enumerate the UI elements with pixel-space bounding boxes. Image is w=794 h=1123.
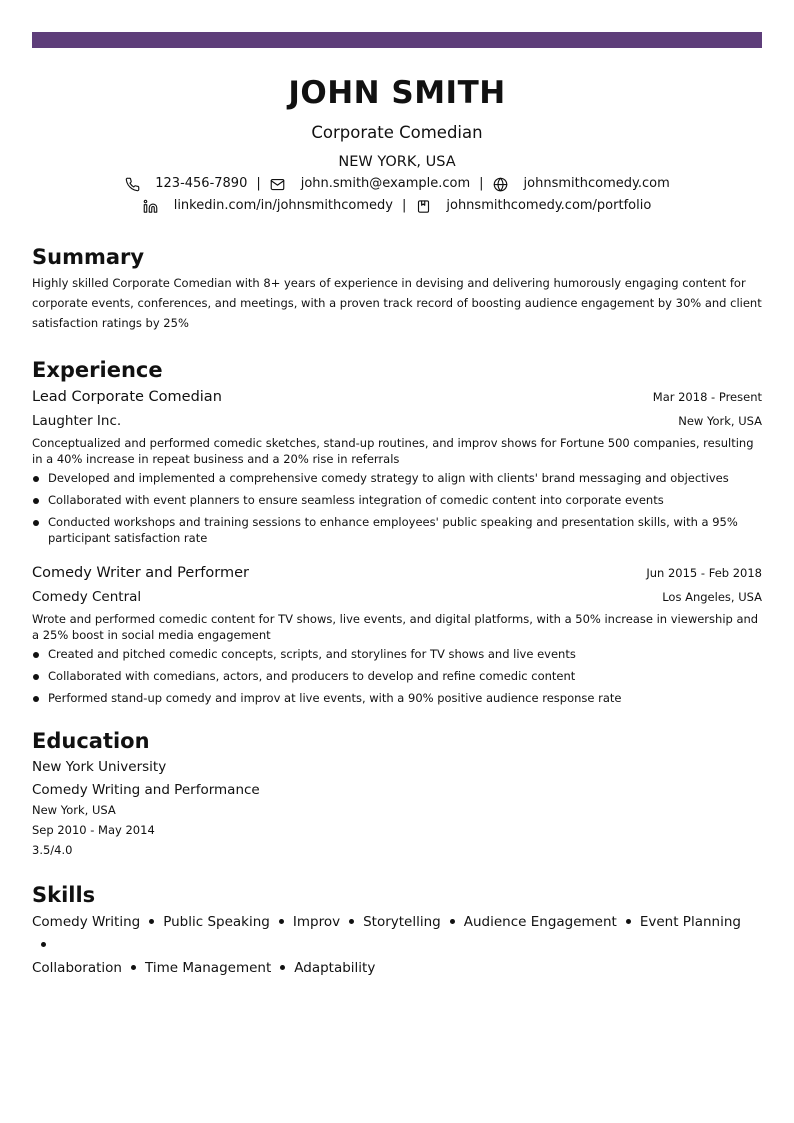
job-entry [32,387,762,546]
skill-item: Storytelling [363,914,441,930]
contact-separator: | [401,198,407,213]
list-item [32,514,762,546]
job-description: Conceptualized and performed comedic sketches, stand-up routines, and improv shows for Fortune 500 companies, resulting in a 40% increase in repeat business and a 20% rise in referrals [32,436,754,466]
phone-icon [124,176,140,192]
contact-website[interactable] [493,174,670,194]
contact-separator: | [479,176,484,191]
skill-separator [349,919,354,924]
linkedin-icon [143,198,159,214]
skill-item: Comedy Writing [32,914,141,930]
email-text[interactable]: john.smith@example.com [300,176,471,191]
education-heading: Education [32,729,150,753]
resume-header [32,74,762,216]
job-company: Comedy Central [32,589,142,605]
education-program: Comedy Writing and Performance [32,782,260,798]
job-company: Laughter Inc. [32,413,122,429]
candidate-title: Corporate Comedian [311,123,483,142]
job-dates: Mar 2018 - Present [652,390,762,404]
skill-item: Audience Engagement [463,914,617,930]
education-dates: Sep 2010 - May 2014 [32,823,155,837]
job-dates: Jun 2015 - Feb 2018 [646,566,762,580]
education-gpa: 3.5/4.0 [32,843,73,857]
summary-section [32,244,762,333]
bullet-text: Conducted workshops and training sessions to enhance employees' public speaking and presentation skills, with a 95% participant satisfaction rate [48,515,738,545]
contact-phone [124,174,247,194]
experience-section [32,357,762,706]
experience-heading: Experience [32,358,163,382]
skills-list [32,911,762,980]
bullet-dot [33,652,39,658]
job-location: Los Angeles, USA [662,590,762,604]
education-school: New York University [32,759,167,775]
bullet-text: Collaborated with event planners to ensure seamless integration of comedic content into corporate events [48,493,664,507]
skill-item: Time Management [144,960,272,976]
summary-text: Highly skilled Corporate Comedian with 8+ years of experience in devising and delivering humorously engaging content for corporate events, conferences, and meetings, with a proven track record of boosting audience engagement by 30% and client satisfaction ratings by 25% [32,276,762,330]
bullet-text: Performed stand-up comedy and improv at live events, with a 90% positive audience response rate [48,691,622,705]
job-bullets [32,470,762,546]
candidate-name: JOHN SMITH [288,75,506,111]
contact-portfolio[interactable] [415,196,651,216]
skill-separator [626,919,631,924]
skill-item: Event Planning [639,914,741,930]
bookmark-icon [415,198,431,214]
skill-separator [280,965,285,970]
job-bullets [32,646,762,706]
skill-separator [131,965,136,970]
skill-item: Improv [292,914,341,930]
summary-heading: Summary [32,245,145,269]
bullet-text: Created and pitched comedic concepts, scripts, and storylines for TV shows and live events [48,647,576,661]
linkedin-text[interactable]: linkedin.com/in/johnsmithcomedy [173,198,393,213]
skill-separator [450,919,455,924]
accent-bar [32,32,762,48]
list-item [32,668,762,684]
skill-separator [41,942,46,947]
phone-text: 123-456-7890 [155,176,248,191]
contact-separator: | [256,176,261,191]
skill-item: Public Speaking [163,914,270,930]
job-entry [32,563,762,706]
candidate-location: NEW YORK, USA [338,154,456,170]
bullet-dot [33,696,39,702]
portfolio-text[interactable]: johnsmithcomedy.com/portfolio [446,198,652,213]
bullet-dot [33,476,39,482]
education-section [32,728,762,860]
skills-section [32,882,762,980]
bullet-dot [33,520,39,526]
contact-email[interactable] [270,174,470,194]
list-item [32,492,762,508]
list-item [32,470,762,486]
job-role: Lead Corporate Comedian [32,389,222,405]
website-text[interactable]: johnsmithcomedy.com [523,176,670,191]
mail-icon [270,176,286,192]
skill-item: Adaptability [294,960,376,976]
job-description: Wrote and performed comedic content for TV shows, live events, and digital platforms, with a 50% increase in viewership and a 25% boost in social media engagement [32,612,759,642]
contact-row-2 [32,196,762,216]
job-role: Comedy Writer and Performer [32,565,249,581]
resume-page [32,32,762,980]
education-location: New York, USA [32,803,116,817]
globe-icon [493,176,509,192]
skill-separator [279,919,284,924]
skill-item: Collaboration [32,960,122,976]
bullet-text: Collaborated with comedians, actors, and producers to develop and refine comedic content [48,669,576,683]
bullet-dot [33,498,39,504]
bullet-text: Developed and implemented a comprehensive comedy strategy to align with clients' brand messaging and objectives [48,471,729,485]
skill-separator [149,919,154,924]
job-location: New York, USA [678,414,762,428]
skills-heading: Skills [32,883,96,907]
contact-row-1 [32,174,762,194]
list-item [32,646,762,662]
bullet-dot [33,674,39,680]
contact-linkedin[interactable] [143,196,393,216]
list-item [32,690,762,706]
